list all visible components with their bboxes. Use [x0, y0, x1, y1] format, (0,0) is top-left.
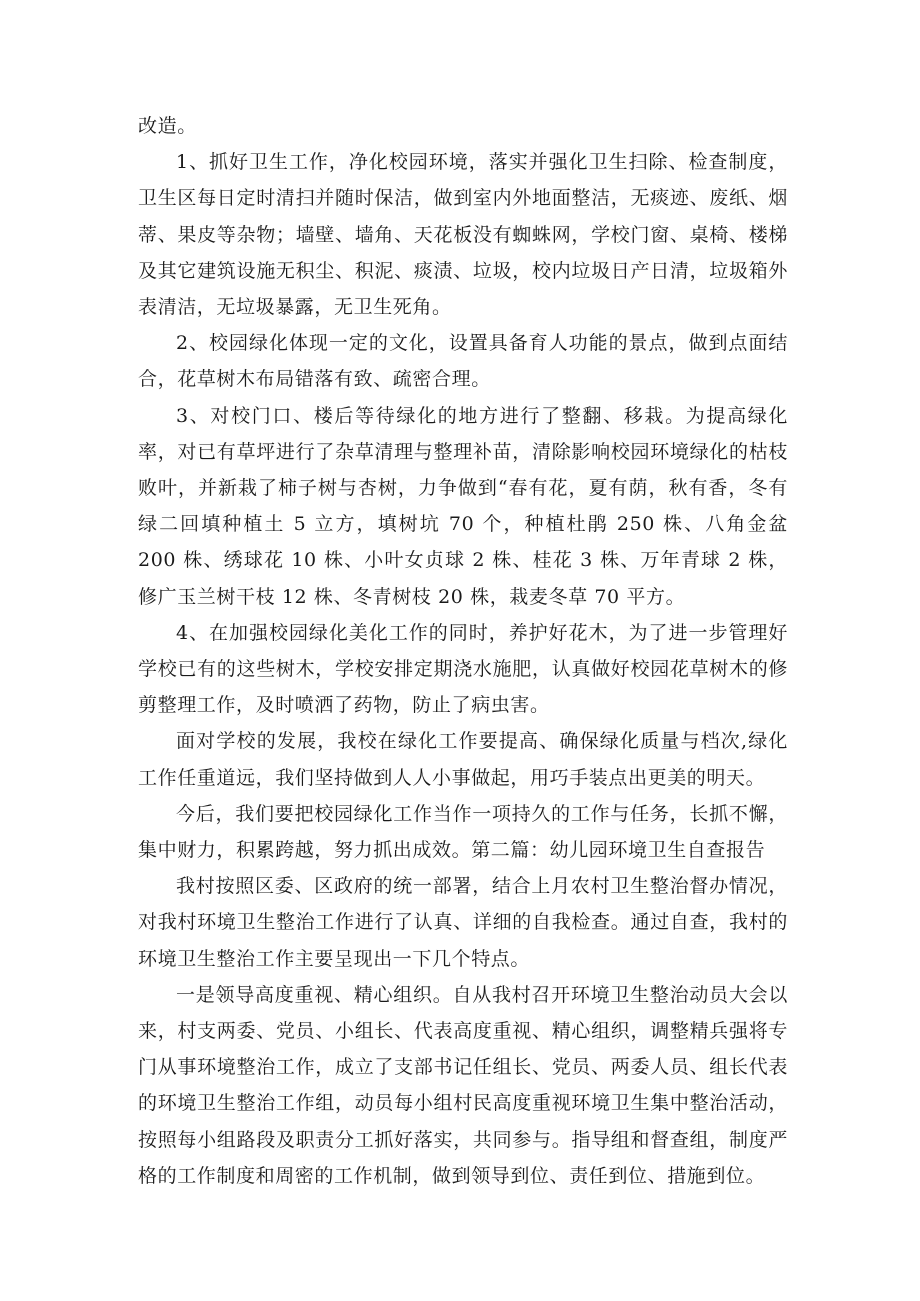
paragraph: 改造。 [138, 115, 197, 137]
paragraph: 我村按照区委、区政府的统一部署，结合上月农村卫生整治督办情况，对我村环境卫生整治工作进行了认真、详细的自我检查。通过自查，我村的环境卫生整治工作主要呈现出一下几个特点。 [138, 875, 788, 970]
paragraph: 今后，我们要把校园绿化工作当作一项持久的工作与任务，长抓不懈，集中财力，积累跨越，努力抓出成效。第二篇：幼儿园环境卫生自查报告 [138, 802, 788, 862]
paragraph: 一是领导高度重视、精心组织。自从我村召开环境卫生整治动员大会以来，村支两委、党员、小组长、代表高度重视、精心组织，调整精兵强将专门从事环境整治工作，成立了支部书记任组长、党员、两委人员、组长代表的环境卫生整治工作组，动员每小组村民高度重视环境卫生集中整治活动，按照每小组路段及职责分工抓好落实，共同参与。指导组和督查组，制度严格的工作制度和周密的工作机制，做到领导到位、责任到位、措施到位。 [138, 983, 788, 1187]
paragraph: 4、在加强校园绿化美化工作的同时，养护好花木，为了进一步管理好学校已有的这些树木，学校安排定期浇水施肥，认真做好校园花草树木的修剪整理工作，及时喷洒了药物，防止了病虫害。 [138, 621, 788, 717]
paragraph: 1、抓好卫生工作，净化校园环境，落实并强化卫生扫除、检查制度，卫生区每日定时清扫并随时保洁，做到室内外地面整洁，无痰迹、废纸、烟蒂、果皮等杂物；墙壁、墙角、天花板没有蜘蛛网，学校门窗、桌椅、楼梯及其它建筑设施无积尘、积泥、痰渍、垃圾，校内垃圾日产日清，垃圾箱外表清洁，无垃圾暴露，无卫生死角。 [138, 151, 788, 319]
paragraph: 面对学校的发展，我校在绿化工作要提高、确保绿化质量与档次,绿化工作任重道远，我们坚持做到人人小事做起，用巧手装点出更美的明天。 [138, 730, 788, 789]
paragraph: 2、校园绿化体现一定的文化，设置具备育人功能的景点，做到点面结合，花草树木布局错落有致、疏密合理。 [138, 332, 788, 391]
paragraph: 3、对校门口、楼后等待绿化的地方进行了整翻、移栽。为提高绿化率，对已有草坪进行了杂草清理与整理补苗，清除影响校园环境绿化的枯枝败叶，并新栽了柿子树与杏树，力争做到“春有花，夏有荫，秋有香，冬有绿二回填种植土 5 立方，填树坑 70 个，种植杜鹃 250 株、八角金盆 200 株、绣球花 10 株、小叶女贞球 2 株、桂花 3 株、万年青球 2 株，修广玉兰树干枝 12 株、冬青树枝 20 株，栽麦冬草 70 平方。 [138, 404, 788, 608]
document-page [138, 108, 788, 1194]
